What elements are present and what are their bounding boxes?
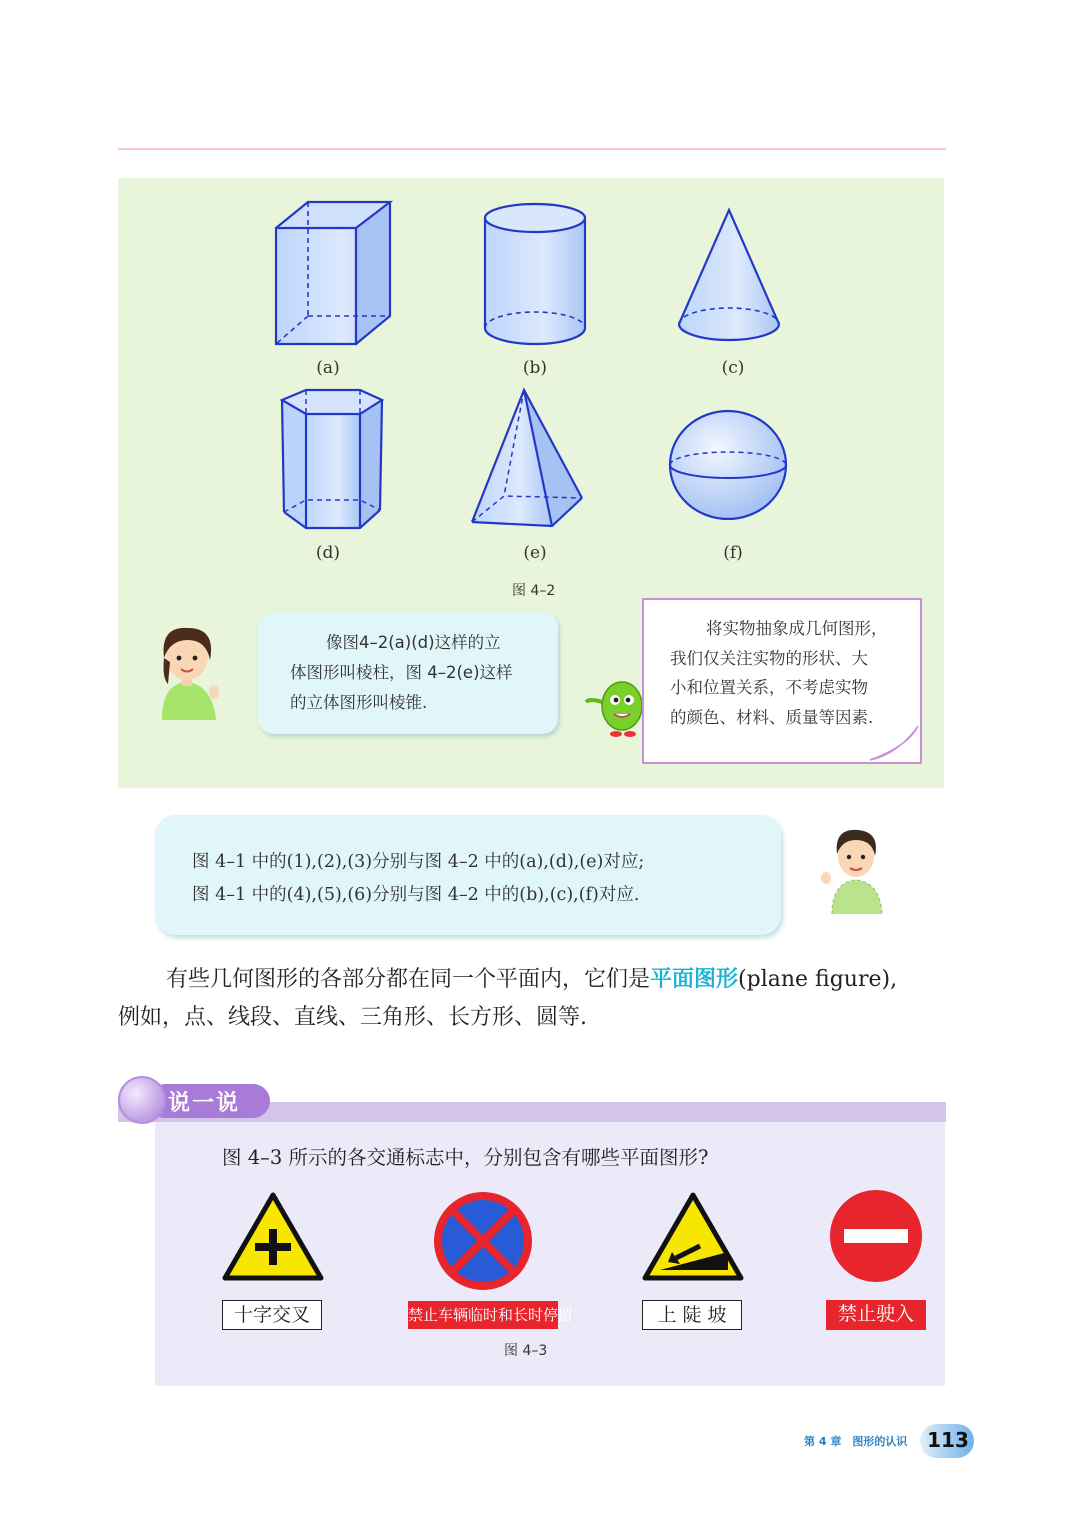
note-line-3: 小和位置关系，不考虑实物 [670, 678, 868, 697]
cuboid-figure [270, 198, 396, 350]
say-section-title: 说一说 [168, 1091, 241, 1116]
paragraph-line-1-english: (plane figure), [738, 967, 898, 992]
note-line-2: 我们仅关注实物的形状、大 [670, 649, 868, 668]
cone-figure [674, 206, 784, 342]
paragraph-line-1 [166, 962, 897, 993]
girl-bubble-line-2: 体图形叫棱柱，图 4–2(e)这样 [290, 663, 513, 682]
top-divider [118, 148, 946, 150]
paragraph-line-2: 例如，点、线段、直线、三角形、长方形、圆等. [118, 1005, 587, 1030]
caption-e: (e) [523, 543, 547, 563]
girl-bubble-line-1: 像图4–2(a)(d)这样的立 [326, 633, 501, 652]
sign-label-no-stopping: 禁止车辆临时和长时停留 [408, 1301, 558, 1329]
sign-label-crossroads: 十字交叉 [222, 1300, 322, 1330]
figure-4-2-title: 图 4–2 [512, 583, 556, 599]
girl-illustration [154, 622, 226, 720]
chapter-footer: 第 4 章 图形的认识 [804, 1435, 908, 1448]
note-card-curl [868, 724, 920, 762]
caption-d: (d) [315, 543, 341, 563]
figure-4-3-title: 图 4–3 [504, 1343, 548, 1359]
caption-b: (b) [522, 358, 548, 378]
girl-bubble-line-3: 的立体图形叫棱锥. [290, 693, 428, 712]
page-number: 113 [927, 1428, 969, 1452]
note-line-4: 的颜色、材料、质量等因素. [670, 708, 874, 727]
caption-f: (f) [723, 543, 743, 563]
hexagonal-prism-figure [276, 386, 388, 532]
sphere-figure [666, 408, 790, 522]
caption-a: (a) [316, 358, 340, 378]
cylinder-figure [480, 200, 590, 348]
answer-speech-bubble [155, 815, 781, 935]
no-stopping-sign-icon [434, 1192, 532, 1294]
steep-climb-warning-sign-icon [642, 1192, 744, 1286]
paragraph-line-1-text: 有些几何图形的各部分都在同一个平面内，它们是 [166, 967, 651, 992]
boy-illustration [820, 826, 886, 914]
answer-line-1: 图 4–1 中的(1),(2),(3)分别与图 4–2 中的(a),(d),(e)对应; [192, 852, 645, 872]
pyramid-figure [468, 386, 586, 532]
sign-label-steep-climb: 上 陡 坡 [642, 1300, 742, 1330]
no-entry-sign-icon [828, 1188, 924, 1288]
caption-c: (c) [721, 358, 745, 378]
crossroads-warning-sign-icon [222, 1192, 324, 1286]
term-plane-figure: 平面图形 [650, 966, 739, 992]
speech-bubble-icon [118, 1076, 166, 1124]
say-question: 图 4–3 所示的各交通标志中，分别包含有哪些平面图形? [222, 1146, 709, 1169]
note-line-1: 将实物抽象成几何图形， [706, 619, 888, 638]
answer-line-2: 图 4–1 中的(4),(5),(6)分别与图 4–2 中的(b),(c),(f)对应. [192, 885, 640, 905]
sign-label-no-entry: 禁止驶入 [826, 1300, 926, 1330]
